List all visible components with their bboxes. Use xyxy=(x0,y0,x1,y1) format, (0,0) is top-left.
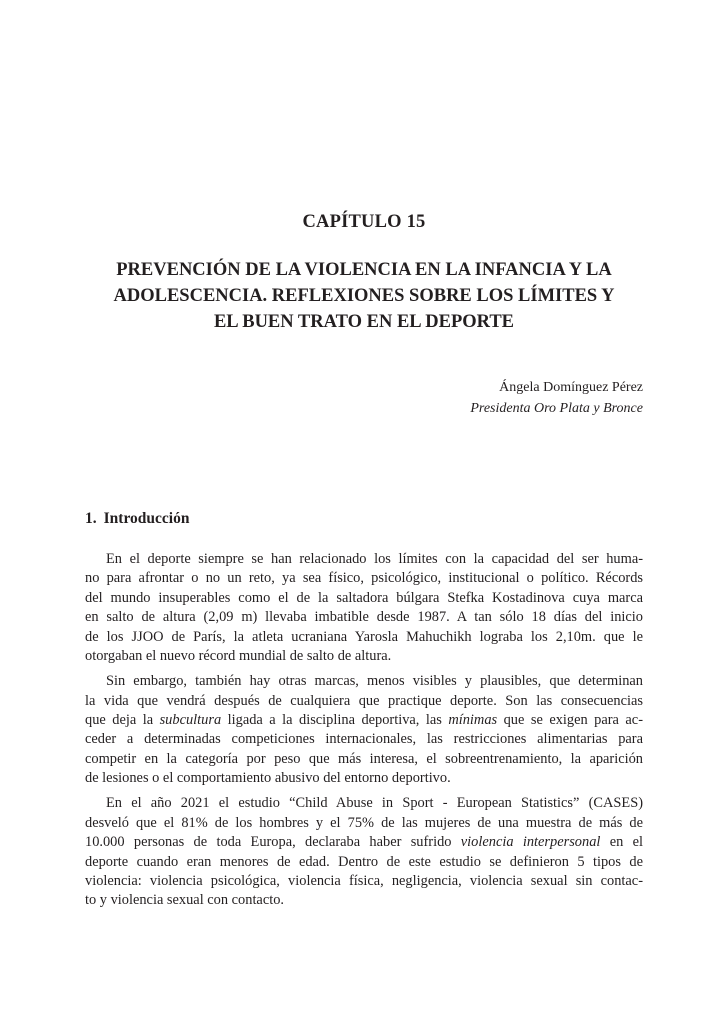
text-line: En el año 2021 el estudio “Child Abuse in Sport - European Statistics” (CASES) xyxy=(106,795,643,812)
text-line: competir en la categoría por peso que más interesa, el sobreentrenamiento, la aparición xyxy=(85,750,643,767)
chapter-title-line: ADOLESCENCIA. REFLEXIONES SOBRE LOS LÍMITES Y xyxy=(113,286,615,306)
section-heading xyxy=(85,510,189,528)
emphasis-minimas: mínimas xyxy=(448,712,498,729)
text-line: otorgaban el nuevo récord mundial de salto de altura. xyxy=(85,648,392,665)
text-segment: que se exigen para ac- xyxy=(497,712,643,729)
text-line: Sin embargo, también hay otras marcas, menos visibles y plausibles, que determinan xyxy=(106,673,643,690)
text-line: desveló que el 81% de los hombres y el 75% de las mujeres de una muestra de más de xyxy=(85,814,643,831)
text-line: la vida que vendrá después de cualquiera que practique deporte. Son las consecuencias xyxy=(85,692,643,709)
text-segment: ligada a la disciplina deportiva, las xyxy=(221,712,449,729)
text-line: deporte cuando eran menores de edad. Dentro de este estudio se definieron 5 tipos de xyxy=(85,853,643,870)
text-line: en salto de altura (2,09 m) llevaba imbatible desde 1987. A tan sólo 18 días del inicio xyxy=(85,609,643,626)
paragraph-1 xyxy=(85,550,643,667)
emphasis-violencia-interpersonal: violencia interpersonal xyxy=(460,834,601,851)
text-line: no para afrontar o no un reto, ya sea físico, psicológico, institucional o político. Récords xyxy=(85,570,643,587)
text-line xyxy=(85,833,643,852)
emphasis-subcultura: subcultura xyxy=(159,712,222,729)
text-segment: 10.000 personas de toda Europa, declaraba haber sufrido xyxy=(85,834,461,851)
text-line: to y violencia sexual con contacto. xyxy=(85,892,285,909)
text-segment: que deja la xyxy=(85,712,160,729)
section-number: 1. xyxy=(85,510,97,527)
paragraph-3 xyxy=(85,794,643,911)
text-line: de los JJOO de París, la atleta ucraniana Yarosla Mahuchikh lograba los 2,10m. que le xyxy=(85,628,643,645)
chapter-title xyxy=(85,257,643,335)
paragraph-2 xyxy=(85,672,643,789)
text-line: violencia: violencia psicológica, violencia física, negligencia, violencia sexual sin contac- xyxy=(85,873,643,890)
author-affiliation: Presidenta Oro Plata y Bronce xyxy=(470,401,643,416)
text-line: En el deporte siempre se han relacionado los límites con la capacidad del ser huma- xyxy=(106,551,643,567)
text-line xyxy=(85,711,643,730)
section-title: Introducción xyxy=(103,510,190,527)
author-block xyxy=(470,377,643,419)
text-line: ceder a determinadas competiciones internacionales, las restricciones alimentarias para xyxy=(85,731,643,748)
author-name: Ángela Domínguez Pérez xyxy=(499,380,643,395)
text-segment: en el xyxy=(600,834,643,851)
text-line: del mundo insuperables como el de la saltadora búlgara Stefka Kostadinova cuya marca xyxy=(85,589,643,606)
text-line: de lesiones o el comportamiento abusivo del entorno deportivo. xyxy=(85,770,451,787)
chapter-title-line: EL BUEN TRATO EN EL DEPORTE xyxy=(213,312,515,332)
chapter-title-line: PREVENCIÓN DE LA VIOLENCIA EN LA INFANCIA Y LA xyxy=(116,260,612,280)
chapter-number: CAPÍTULO 15 xyxy=(302,212,426,232)
body-text xyxy=(85,550,643,916)
